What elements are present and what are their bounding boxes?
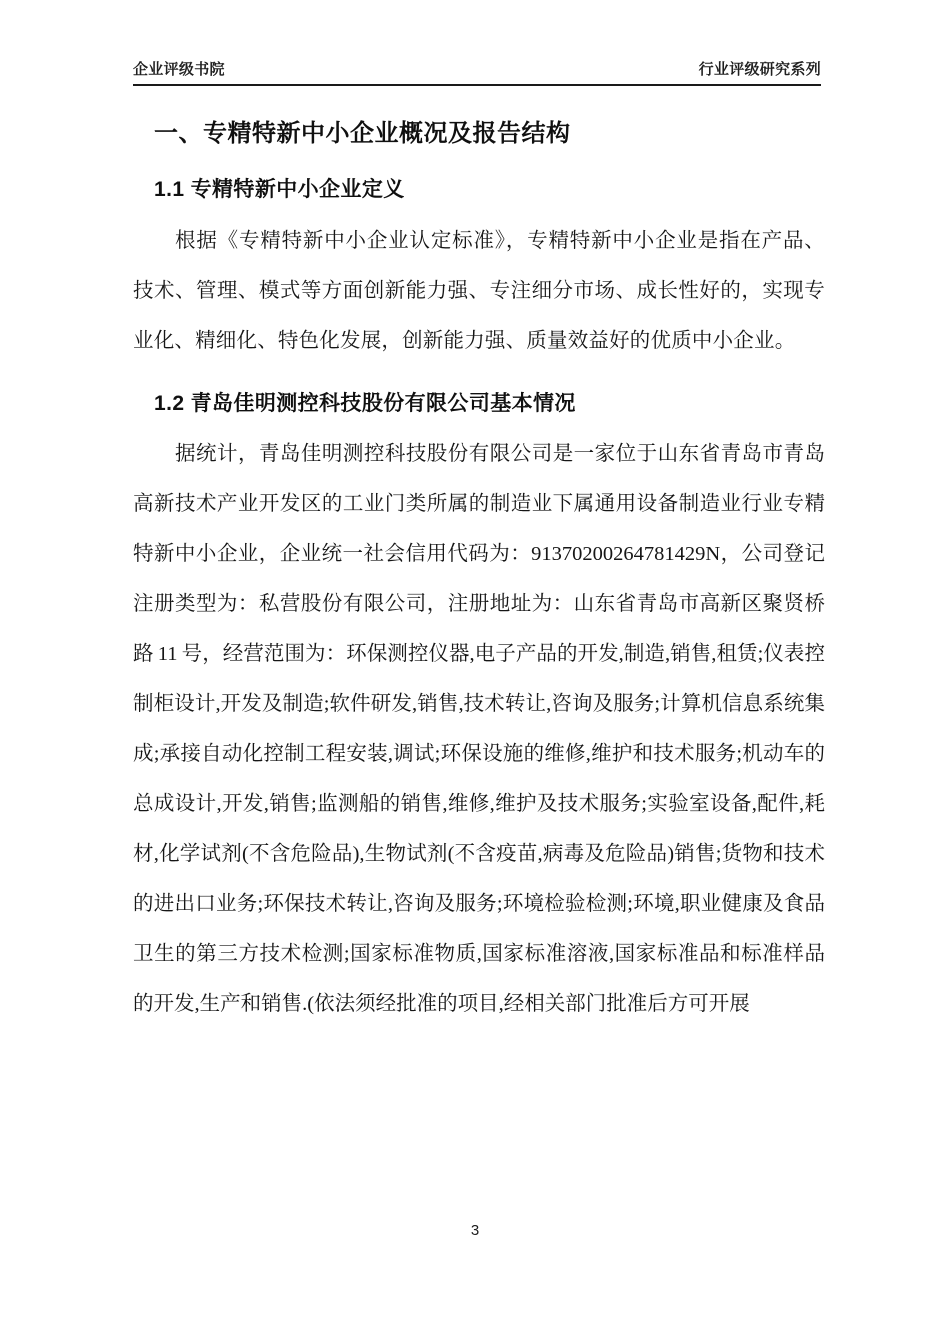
page-number: 3 xyxy=(470,1222,480,1239)
section-heading-1-1: 1.1 专精特新中小企业定义 xyxy=(154,178,405,202)
page-running-header xyxy=(133,62,821,86)
chapter-heading: 一、专精特新中小企业概况及报告结构 xyxy=(154,120,571,147)
section-paragraph-1-2: 据统计，青岛佳明测控科技股份有限公司是一家位于山东省青岛市青岛高新技术产业开发区的工业门类所属的制造业下属通用设备制造业行业专精特新中小企业，企业统一社会信用代码为：91370200264781429N，公司登记注册类型为：私营股份有限公司，注册地址为：山东省青岛市高新区聚贤桥路 11 号，经营范围为：环保测控仪器,电子产品的开发,制造,销售,租赁;仪表控制柜设计,开发及制造;软件研发,销售,技术转让,咨询及服务;计算机信息系统集成;承接自动化控制工程安装,调试;环保设施的维修,维护和技术服务;机动车的总成设计,开发,销售;监测船的销售,维修,维护及技术服务;实验室设备,配件,耗材,化学试剂(不含危险品),生物试剂(不含疫苗,病毒及危险品)销售;货物和技术的进出口业务;环保技术转让,咨询及服务;环境检验检测;环境,职业健康及食品卫生的第三方技术检测;国家标准物质,国家标准溶液,国家标准品和标准样品的开发,生产和销售.(依法须经批准的项目,经相关部门批准后方可开展 xyxy=(133,443,825,1016)
section-heading-1-2: 1.2 青岛佳明测控科技股份有限公司基本情况 xyxy=(154,391,576,415)
document-body xyxy=(133,104,825,1029)
header-right-label: 行业评级研究系列 xyxy=(698,61,821,78)
section-paragraph-1-1: 根据《专精特新中小企业认定标准》，专精特新中小企业是指在产品、技术、管理、模式等方面创新能力强、专注细分市场、成长性好的，实现专业化、精细化、特色化发展，创新能力强、质量效益好的优质中小企业。 xyxy=(133,229,825,352)
header-left-label: 企业评级书院 xyxy=(133,61,225,78)
